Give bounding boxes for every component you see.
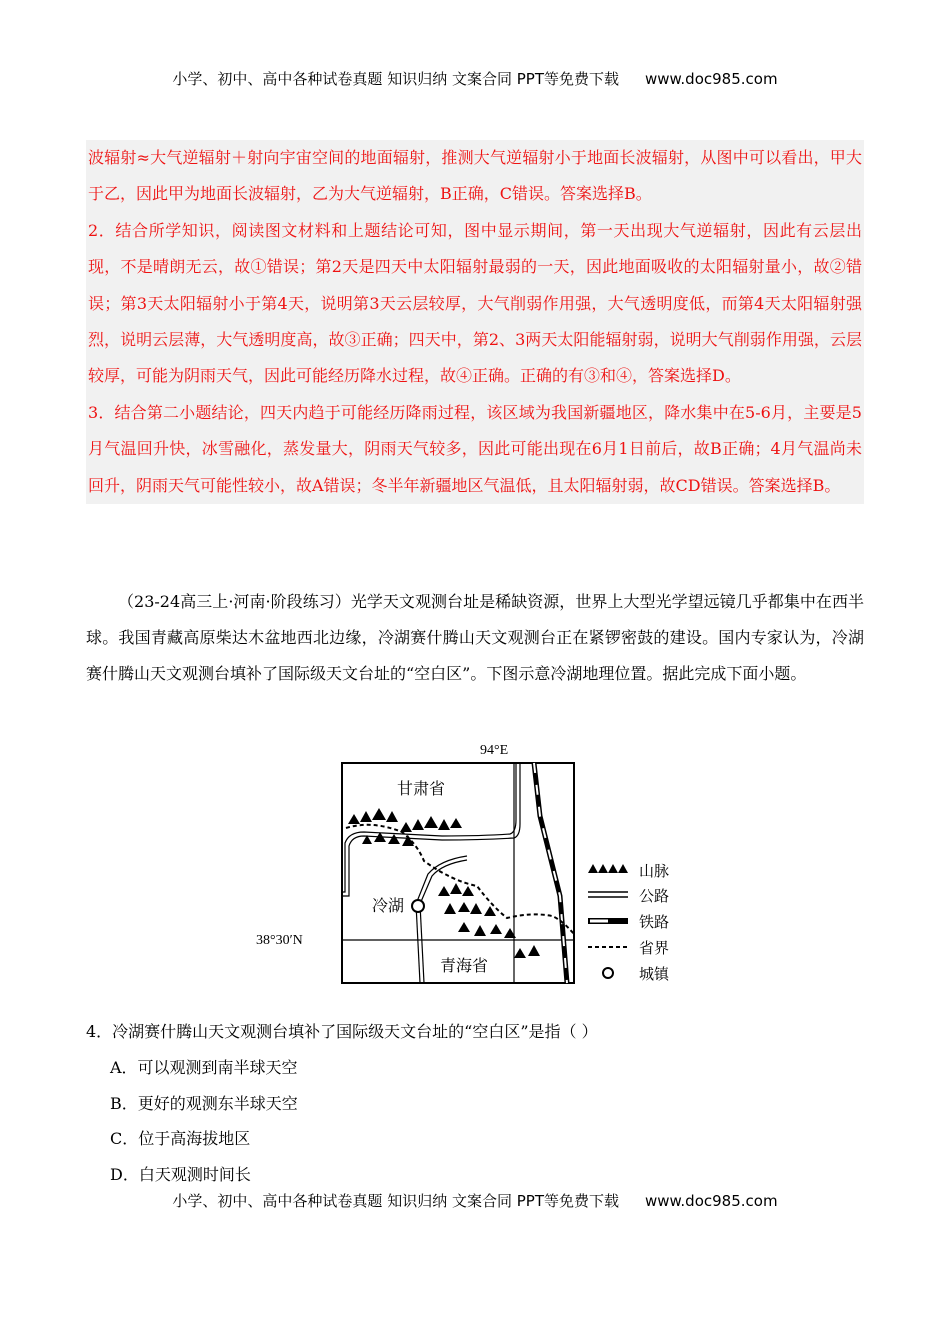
legend-town-label: 城镇 (639, 965, 670, 983)
question-4-stem: 4．冷湖赛什腾山天文观测台填补了国际级天文台址的“空白区”是指（ ） (86, 1022, 598, 1041)
option-d[interactable]: D．白天观测时间长 (110, 1164, 251, 1184)
question-4 (86, 1014, 864, 1192)
mountain-range (348, 808, 540, 958)
legend-border-label: 省界 (639, 939, 670, 957)
lenghu-location-map (252, 736, 702, 988)
latitude-label: 38°30′N (256, 933, 303, 948)
legend-mountain-symbol (588, 864, 628, 873)
longitude-label: 94°E (480, 743, 509, 758)
answer-explanation (86, 140, 864, 504)
header-text: 小学、初中、高中各种试卷真题 知识归纳 文案合同 PPT等免费下载 (172, 70, 619, 88)
legend-mountain-label: 山脉 (639, 862, 670, 880)
option-a[interactable]: A．可以观测到南半球天空 (110, 1058, 298, 1077)
answer-paragraph-3: 3．结合第二小题结论，四天内趋于可能经历降雨过程，该区域为我国新疆地区，降水集中在5-6月，主要是5月气温回升快，冰雪融化，蒸发量大，阴雨天气较多，因此可能出现在6月1日前后，故B正确；4月气温尚未回升，阴雨天气可能性较小，故A错误；冬半年新疆地区气温低，且太阳辐射弱，故CD错误。答案选择B。 (88, 402, 862, 495)
province-qinghai-label: 青海省 (440, 956, 489, 975)
legend-road-symbol (588, 892, 628, 897)
footer-site-link[interactable]: www.doc985.com (644, 1192, 778, 1210)
railway (534, 763, 567, 983)
lenghu-town-marker (412, 900, 424, 912)
option-b[interactable]: B．更好的观测东半球天空 (110, 1093, 298, 1113)
header-site-link[interactable]: www.doc985.com (644, 70, 778, 88)
answer-paragraph-2: 2．结合所学知识，阅读图文材料和上题结论可知，图中显示期间，第一天出现大气逆辐射，因此有云层出现，不是晴朗无云，故①错误；第2天是四天中太阳辐射最弱的一天，因此地面吸收的太阳辐射量小，故②错误；第3天太阳辐射小于第4天，说明第3天云层较厚，大气削弱作用强，大气透明度低，而第4天太阳辐射强烈，说明云层薄，大气透明度高，故③正确；四天中，第2、3两天太阳能辐射弱，说明大气削弱作用强，云层较厚，可能为阴雨天气，因此可能经历降水过程，故④正确。正确的有③和④，答案选择D。 (88, 220, 862, 386)
footer-text: 小学、初中、高中各种试卷真题 知识归纳 文案合同 PPT等免费下载 (172, 1192, 619, 1210)
legend-road-label: 公路 (639, 887, 670, 905)
legend-town-symbol (603, 968, 613, 978)
map-legend (588, 862, 670, 983)
option-c[interactable]: C．位于高海拔地区 (110, 1129, 251, 1148)
page-footer (0, 1190, 950, 1211)
page-header (0, 68, 950, 89)
question-intro: （23-24高三上·河南·阶段练习）光学天文观测台址是稀缺资源，世界上大型光学望远镜几乎都集中在西半球。我国青藏高原柴达木盆地西北边缘，冷湖赛什腾山天文观测台正在紧锣密鼓的建设。国内专家认为，冷湖赛什腾山天文观测台填补了国际级天文台址的“空白区”。下图示意冷湖地理位置。据此完成下面小题。 (86, 592, 864, 683)
province-gansu-label: 甘肃省 (397, 779, 446, 798)
lenghu-town-label: 冷湖 (372, 896, 405, 915)
legend-railway-label: 铁路 (639, 913, 670, 931)
answer-paragraph-1: 波辐射≈大气逆辐射＋射向宇宙空间的地面辐射，推测大气逆辐射小于地面长波辐射，从图中可以看出，甲大于乙，因此甲为地面长波辐射，乙为大气逆辐射，B正确，C错误。答案选择B。 (88, 148, 862, 204)
